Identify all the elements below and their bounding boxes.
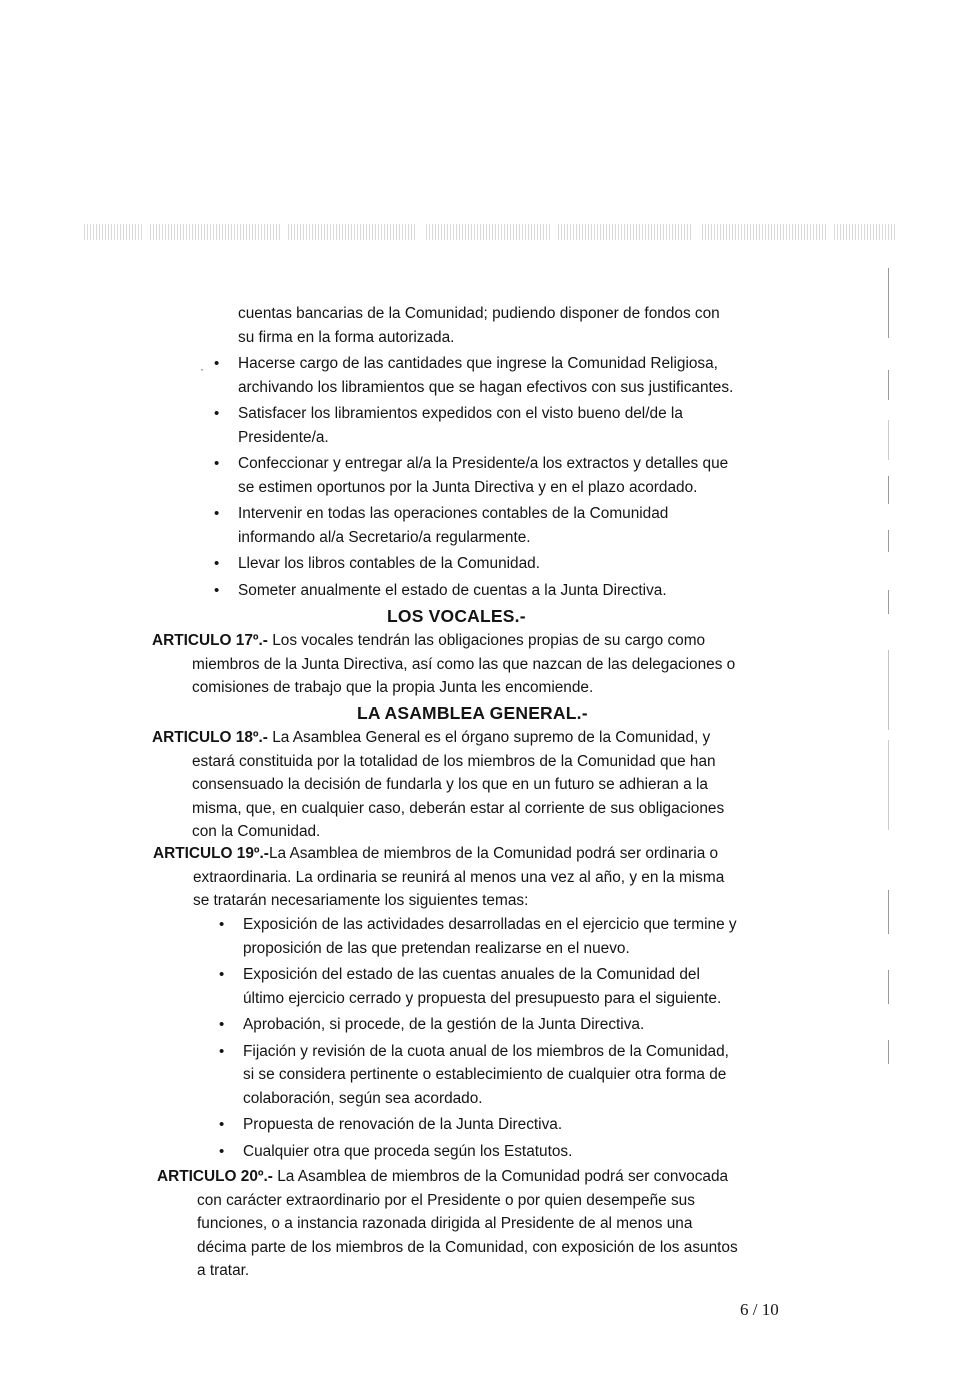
article-label: ARTICULO 20º.- [157, 1168, 273, 1185]
list-item: • Intervenir en todas las operaciones contables de la Comunidad informando al/a Secretario/a regularmente. [238, 502, 798, 549]
article-label: ARTICULO 17º.- [152, 632, 268, 649]
scan-artifact-line [84, 224, 896, 240]
bullet-icon: • [214, 455, 220, 472]
article-text: décima parte de los miembros de la Comunidad, con exposición de los asuntos [197, 1238, 738, 1256]
list-item: • Satisfacer los libramientos expedidos con el visto bueno del/de la Presidente/a. [238, 402, 798, 449]
scan-margin-line [888, 650, 889, 730]
article-text: comisiones de trabajo que la propia Junta les encomiende. [192, 679, 594, 696]
list-item: • Someter anualmente el estado de cuentas a la Junta Directiva. [238, 579, 798, 603]
article-text: extraordinaria. La ordinaria se reunirá al menos una vez al año, y en la misma [193, 868, 725, 886]
list-item: • Confeccionar y entregar al/a la Presidente/a los extractos y detalles que se estimen oportunos por la Junta Directiva y en el plazo acordado. [238, 452, 798, 499]
list-item: • Cualquier otra que proceda según los Estatutos. [243, 1140, 803, 1164]
continuation-line: su firma en la forma autorizada. [238, 328, 455, 346]
scan-margin-line [888, 530, 889, 552]
stray-mark: · [200, 362, 204, 376]
bullet-icon: • [219, 1042, 225, 1060]
treasurer-duties-list [214, 352, 798, 602]
bullet-icon: • [219, 1116, 225, 1133]
list-item: • Exposición del estado de las cuentas anuales de la Comunidad del último ejercicio cerrado y propuesta del presupuesto para el siguiente. [243, 963, 803, 1010]
article-text: La Asamblea General es el órgano supremo de la Comunidad, y [267, 729, 711, 746]
article-text: a tratar. [197, 1262, 250, 1279]
bullet-icon: • [219, 1142, 225, 1160]
article-text: miembros de la Junta Directiva, así como las que nazcan de las delegaciones o [192, 655, 736, 673]
article-text: se tratarán necesariamente los siguientes temas: [193, 892, 529, 909]
article-text: Los vocales tendrán las obligaciones propias de su cargo como [267, 632, 706, 649]
article-label: ARTICULO 19º.- [153, 845, 269, 862]
bullet-icon: • [214, 505, 220, 522]
scan-margin-line [888, 740, 889, 830]
bullet-icon: • [214, 581, 220, 599]
article-text: con carácter extraordinario por el Presidente o por quien desempeñe sus [197, 1191, 695, 1209]
article-17 [152, 629, 792, 700]
article-label: ARTICULO 18º.- [152, 729, 268, 746]
bullet-icon: • [219, 916, 225, 933]
continuation-line: cuentas bancarias de la Comunidad; pudiendo disponer de fondos con [238, 305, 720, 322]
list-item: • Exposición de las actividades desarrolladas en el ejercicio que termine y proposición de las que pretendan realizarse en el nuevo. [243, 913, 803, 960]
list-item: • Hacerse cargo de las cantidades que ingrese la Comunidad Religiosa, archivando los libramientos que se hagan efectivos con sus justificantes. [238, 352, 798, 399]
article-text: con la Comunidad. [192, 823, 321, 840]
page-number: 6 / 10 [740, 1300, 779, 1319]
section-heading-asamblea: LA ASAMBLEA GENERAL.- [357, 703, 588, 723]
list-item: • Llevar los libros contables de la Comunidad. [238, 552, 798, 576]
section-heading-vocales: LOS VOCALES.- [387, 606, 526, 626]
treasurer-duties-block [214, 302, 798, 605]
assembly-topics-list [219, 913, 803, 1163]
scan-margin-line [888, 420, 889, 460]
article-text: La Asamblea de miembros de la Comunidad podrá ser ordinaria o [268, 845, 719, 862]
list-item: • Aprobación, si procede, de la gestión de la Junta Directiva. [243, 1013, 803, 1037]
scan-margin-line [888, 268, 889, 338]
bullet-icon: • [214, 355, 220, 372]
article-text: consensuado la decisión de fundarla y los que en un futuro se adhieran a la [192, 776, 708, 793]
scan-margin-line [888, 590, 889, 614]
scan-margin-line [888, 1040, 889, 1064]
bullet-icon: • [214, 555, 220, 572]
bullet-icon: • [214, 405, 220, 422]
article-text: misma, que, en cualquier caso, deberán estar al corriente de sus obligaciones [192, 799, 725, 817]
article-text: estará constituida por la totalidad de los miembros de la Comunidad que han [192, 752, 716, 770]
bullet-icon: • [219, 966, 225, 983]
article-20 [157, 1165, 797, 1283]
scan-margin-line [888, 476, 889, 504]
scan-margin-line [888, 370, 889, 400]
bullet-icon: • [219, 1016, 225, 1033]
article-text: La Asamblea de miembros de la Comunidad podrá ser convocada [272, 1168, 729, 1185]
article-19 [153, 842, 793, 913]
article-text: funciones, o a instancia razonada dirigida al Presidente de al menos una [197, 1215, 693, 1232]
article-18 [152, 726, 792, 844]
list-item: • Propuesta de renovación de la Junta Directiva. [243, 1113, 803, 1137]
list-item: • Fijación y revisión de la cuota anual de los miembros de la Comunidad, si se considera pertinente o establecimiento de cualquier otra forma de colaboración, según sea acordado. [243, 1040, 803, 1111]
scan-margin-line [888, 890, 889, 934]
scan-margin-line [888, 970, 889, 1004]
assembly-topics-block [219, 913, 803, 1166]
